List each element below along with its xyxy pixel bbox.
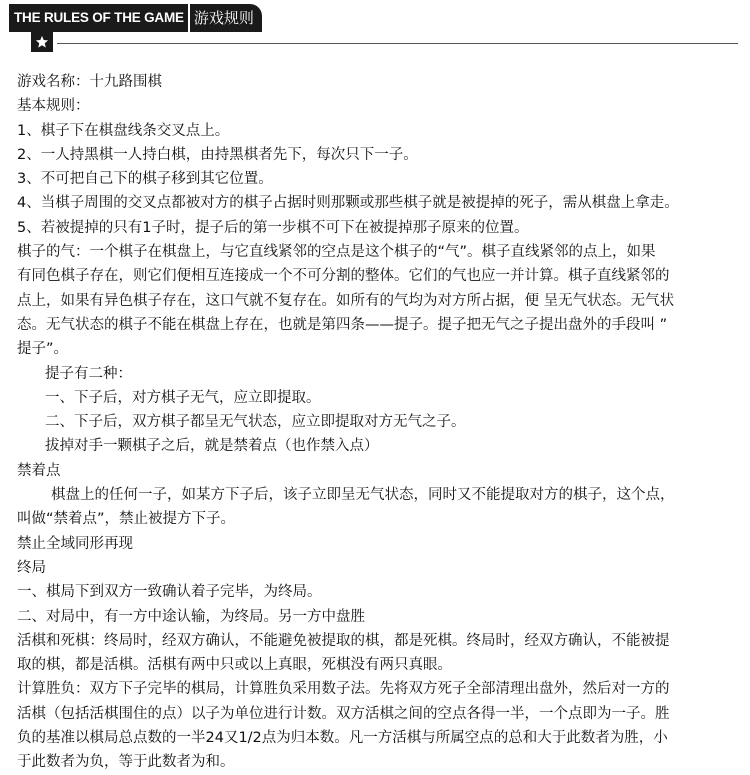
- capture-note: 拔掉对手一颗棋子之后，就是禁着点（也作禁入点）: [45, 438, 379, 455]
- liberty-line: 态。无气状态的棋子不能在棋盘上存在，也就是第四条——提子。提子把无气之子提出盘外的手段叫 ”: [17, 316, 668, 333]
- capture-type: 一、下子后，对方棋子无气，应立即提取。: [45, 389, 321, 406]
- rule-item: 5、若被提掉的只有1子时，提子后的第一步棋不可下在被提掉那子原来的位置。: [17, 219, 529, 236]
- liberty-line: 棋子的气：一个棋子在棋盘上，与它直线紧邻的空点是这个棋子的“气”。棋子直线紧邻的点上，如果: [17, 244, 656, 261]
- english-title: THE RULES OF THE GAME: [9, 4, 188, 32]
- basic-rules-heading: 基本规则：: [17, 98, 90, 115]
- alive-dead-line: 活棋和死棋：终局时，经双方确认，不能避免被提取的棋，都是死棋。终局时，经双方确认，不能被提: [17, 632, 670, 649]
- liberty-line: 提子”。: [17, 341, 69, 358]
- forbidden-heading: 禁着点: [17, 462, 61, 479]
- liberty-line: 有同色棋子存在，则它们便相互连接成一个不可分割的整体。它们的气也应一并计算。棋子直线紧邻的: [17, 268, 670, 285]
- ko-rule: 禁止全域同形再现: [17, 535, 133, 552]
- chinese-title: 游戏规则: [190, 4, 262, 32]
- title-banner: [9, 4, 262, 32]
- forbidden-line: 棋盘上的任何一子，如某方下子后，该子立即呈无气状态，同时又不能提取对方的棋子，这个点，: [51, 487, 675, 504]
- scoring-line: 计算胜负：双方下子完毕的棋局，计算胜负采用数子法。先将双方死子全部清理出盘外，然后对一方的: [17, 681, 670, 698]
- rule-item: 1、棋子下在棋盘线条交叉点上。: [17, 122, 230, 139]
- rule-item: 4、当棋子周围的交叉点都被对方的棋子占据时则那颗或那些棋子就是被提掉的死子，需从棋盘上拿走。: [17, 195, 679, 212]
- liberty-line: 点上，如果有异色棋子存在，这口气就不复存在。如所有的气均为对方所占据，便 呈无气状态。无气状: [17, 292, 675, 309]
- header-rule: [57, 43, 738, 44]
- capture-intro: 提子有二种：: [45, 365, 132, 382]
- game-name: 游戏名称：十九路围棋: [17, 74, 162, 90]
- rule-item: 3、不可把自己下的棋子移到其它位置。: [17, 171, 273, 188]
- scoring-line: 于此数者为负，等于此数者为和。: [17, 754, 235, 771]
- rules-document: [17, 70, 745, 775]
- rule-item: 2、一人持黑棋一人持白棋，由持黑棋者先下，每次只下一子。: [17, 146, 418, 163]
- star-icon: [31, 32, 53, 52]
- scoring-line: 负的基准以棋局总点数的一半24又1/2点为归本数。凡一方活棋与所属空点的总和大于此数者为胜，小: [17, 730, 668, 747]
- end-heading: 终局: [17, 559, 46, 576]
- alive-dead-line: 取的棋，都是活棋。活棋有两中只或以上真眼，死棋没有两只真眼。: [17, 657, 452, 674]
- capture-type: 二、下子后，双方棋子都呈无气状态，应立即提取对方无气之子。: [45, 414, 466, 431]
- scoring-line: 活棋（包括活棋围住的点）以子为单位进行计数。双方活棋之间的空点各得一半，一个点即为一子。胜: [17, 705, 670, 722]
- end-rule: 一、棋局下到双方一致确认着子完毕，为终局。: [17, 584, 322, 601]
- end-rule: 二、对局中，有一方中途认输，为终局。另一方中盘胜: [17, 608, 365, 625]
- forbidden-line: 叫做“禁着点”，禁止被提方下子。: [17, 511, 236, 528]
